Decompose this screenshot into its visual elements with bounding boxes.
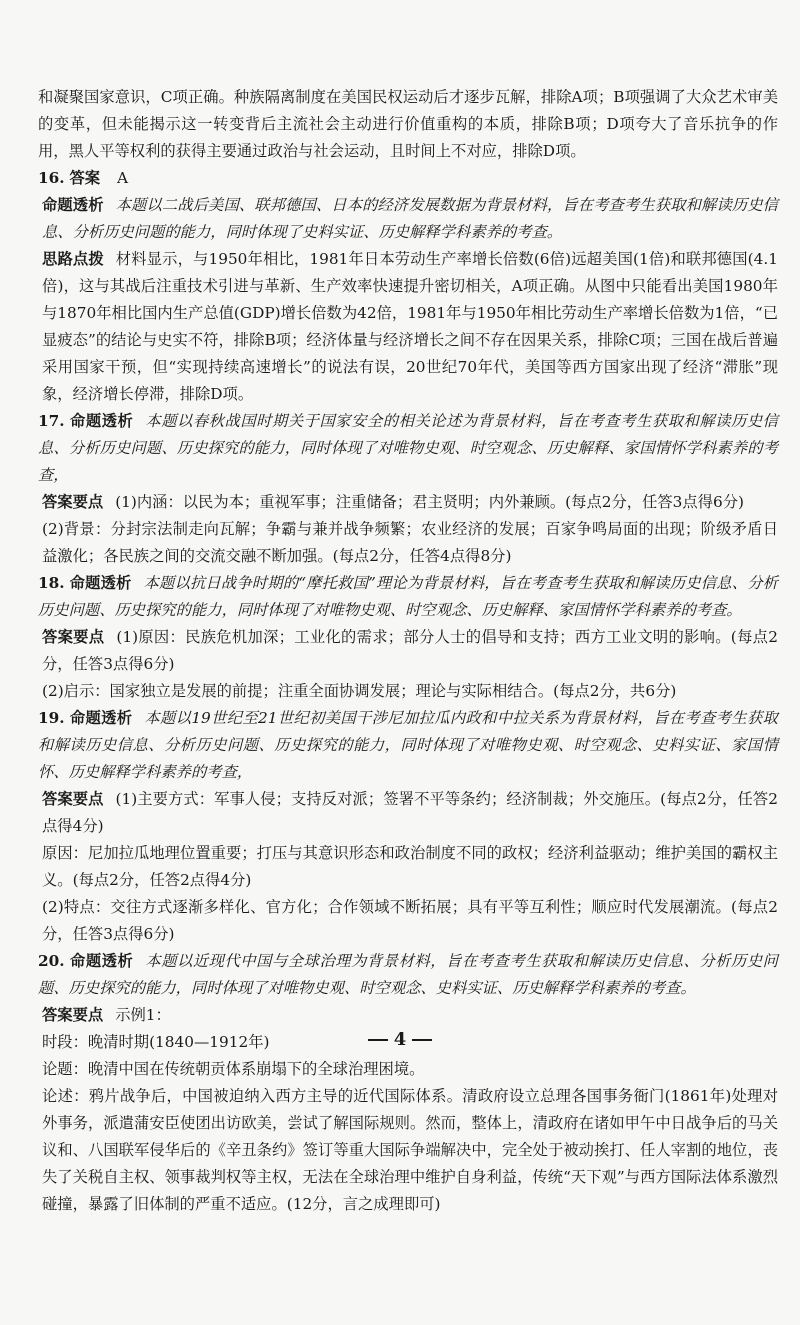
- q17-answer-part2: (2)背景：分封宗法制走向瓦解；争霸与兼并战争频繁；农业经济的发展；百家争鸣局面的出现；阶级矛盾日益激化；各民族之间的交流交融不断加强。(每点2分，任答4点得8分): [42, 520, 778, 565]
- q19-label-answer: 答案要点: [42, 790, 104, 808]
- q20-analysis-text: 本题以近现代中国与全球治理为背景材料，旨在考查考生获取和解读历史信息、分析历史问题、历史探究的能力，同时体现了对唯物史观、时空观念、史料实证、历史解释学科素养的考查。: [38, 952, 778, 997]
- q18-label-answer: 答案要点: [42, 628, 105, 646]
- q19-answer-part2: (2)特点：交往方式逐渐多样化、官方化；合作领域不断拓展；具有平等互利性；顺应时代发展潮流。(每点2分，任答3点得6分): [42, 898, 778, 943]
- intro-paragraph: 和凝聚国家意识，C项正确。种族隔离制度在美国民权运动后才逐步瓦解，排除A项；B项强调了大众艺术审美的变革，但未能揭示这一转变背后主流社会主动进行价值重构的本质，排除B项；D项夸大了音乐抗争的作用，黑人平等权利的获得主要通过政治与社会运动，且时间上不对应，排除D项。: [38, 88, 778, 160]
- q20-number: 20.: [38, 952, 65, 970]
- page-number-value: 4: [393, 1029, 407, 1050]
- q16-hint-text: 材料显示，与1950年相比，1981年日本劳动生产率增长倍数(6倍)远超美国(1倍)和联邦德国(4.1倍)，这与其战后注重技术引进与革新、生产效率快速提升密切相关，A项正确。从图中只能看出美国1980年与1870年相比国内生产总值(GDP)增长倍数为42倍，1981年与1950年相比劳动生产率增长倍数为1倍，“已显疲态”的结论与史实不符，排除B项；经济体量与经济增长之间不存在因果关系，排除C项；三国在战后普遍采用国家干预，但“实现持续高速增长”的说法有误，20世纪70年代，美国等西方国家出现了经济“滞胀”现象，经济增长停滞，排除D项。: [42, 250, 778, 403]
- q16-proposition-analysis: [38, 192, 778, 246]
- q20-argument: 论述：鸦片战争后，中国被迫纳入西方主导的近代国际体系。清政府设立总理各国事务衙门(1861年)处理对外事务，派遣蒲安臣使团出访欧美，尝试了解国际规则。然而，整体上，清政府在诸如甲午中日战争后的马关议和、八国联军侵华后的《辛丑条约》签订等重大国际争端解决中，完全处于被动挨打、任人宰割的地位，丧失了关税自主权、领事裁判权等主权，无法在全球治理中维护自身利益，传统“天下观”与西方国际法体系激烈碰撞，暴露了旧体制的严重不适应。(12分，言之成理即可): [42, 1087, 778, 1213]
- page-number-dash-left: [368, 1039, 388, 1041]
- q20-proposition-analysis: [38, 948, 778, 1002]
- q16-label-analysis: 命题透析: [42, 196, 104, 214]
- q20-label-answer: 答案要点: [42, 1006, 104, 1024]
- q18-proposition-analysis: [38, 570, 778, 624]
- q19-answer-part1: (1)主要方式：军事人侵；支持反对派；签署不平等条约；经济制裁；外交施压。(每点2分，任答2点得4分): [42, 790, 778, 835]
- q16-answer-value: A: [116, 169, 129, 187]
- q16-analysis-text: 本题以二战后美国、联邦德国、日本的经济发展数据为背景材料，旨在考查考生获取和解读历史信息、分析历史问题的能力，同时体现了史料实证、历史解释学科素养的考查。: [42, 196, 778, 241]
- q16-number: 16.: [38, 169, 65, 187]
- q19-analysis-text: 本题以19世纪至21世纪初美国干涉尼加拉瓜内政和中拉关系为背景材料，旨在考查考生获取和解读历史信息、分析历史问题、历史探究的能力，同时体现了对唯物史观、时空观念、史料实证、家国情怀、历史解释学科素养的考查，: [38, 709, 778, 781]
- q16-label-hint: 思路点拨: [42, 250, 104, 268]
- q19-number: 19.: [38, 709, 65, 727]
- q18-answer-part2: (2)启示：国家独立是发展的前提；注重全面协调发展；理论与实际相结合。(每点2分，共6分): [42, 682, 677, 700]
- q17-label-analysis: 命题透析: [70, 412, 134, 430]
- page-number: [0, 1029, 800, 1050]
- q20-label-analysis: 命题透析: [70, 952, 134, 970]
- q18-number: 18.: [38, 574, 65, 592]
- q19-answer-points: [38, 786, 778, 840]
- q16-solution-hint: [38, 246, 778, 408]
- q17-answer-points: [38, 489, 778, 516]
- q17-label-answer: 答案要点: [42, 493, 104, 511]
- q20-thesis: 论题：晚清中国在传统朝贡体系崩塌下的全球治理困境。: [42, 1060, 425, 1078]
- q19-proposition-analysis: [38, 705, 778, 786]
- q20-answer-points: [38, 1002, 778, 1029]
- q17-answer-part1: (1)内涵：以民为本；重视军事；注重储备；君主贤明；内外兼顾。(每点2分，任答3点得6分): [115, 493, 744, 511]
- q17-proposition-analysis: [38, 408, 778, 489]
- q20-period: 时段：晚清时期(1840—1912年): [42, 1033, 270, 1051]
- q18-label-analysis: 命题透析: [69, 574, 132, 592]
- q19-label-analysis: 命题透析: [69, 709, 133, 727]
- q17-analysis-text: 本题以春秋战国时期关于国家安全的相关论述为背景材料，旨在考查考生获取和解读历史信息、分析历史问题、历史探究的能力，同时体现了对唯物史观、时空观念、历史解释、家国情怀学科素养的考查，: [38, 412, 778, 484]
- q16-answer-label: 答案: [69, 169, 101, 187]
- q18-answer-points: [38, 624, 778, 678]
- q18-analysis-text: 本题以抗日战争时期的“摩托救国”理论为背景材料，旨在考查考生获取和解读历史信息、分析历史问题、历史探究的能力，同时体现了对唯物史观、时空观念、历史解释、家国情怀学科素养的考查。: [38, 574, 778, 619]
- q18-answer-part1: (1)原因：民族危机加深；工业化的需求；部分人士的倡导和支持；西方工业文明的影响。(每点2分，任答3点得6分): [42, 628, 778, 673]
- page-number-dash-right: [412, 1039, 432, 1041]
- q17-number: 17.: [38, 412, 65, 430]
- q19-answer-reasons: 原因：尼加拉瓜地理位置重要；打压与其意识形态和政治制度不同的政权；经济利益驱动；维护美国的霸权主义。(每点2分，任答2点得4分): [42, 844, 778, 889]
- q20-example-label: 示例1：: [115, 1006, 171, 1024]
- q16-answer: [38, 165, 778, 192]
